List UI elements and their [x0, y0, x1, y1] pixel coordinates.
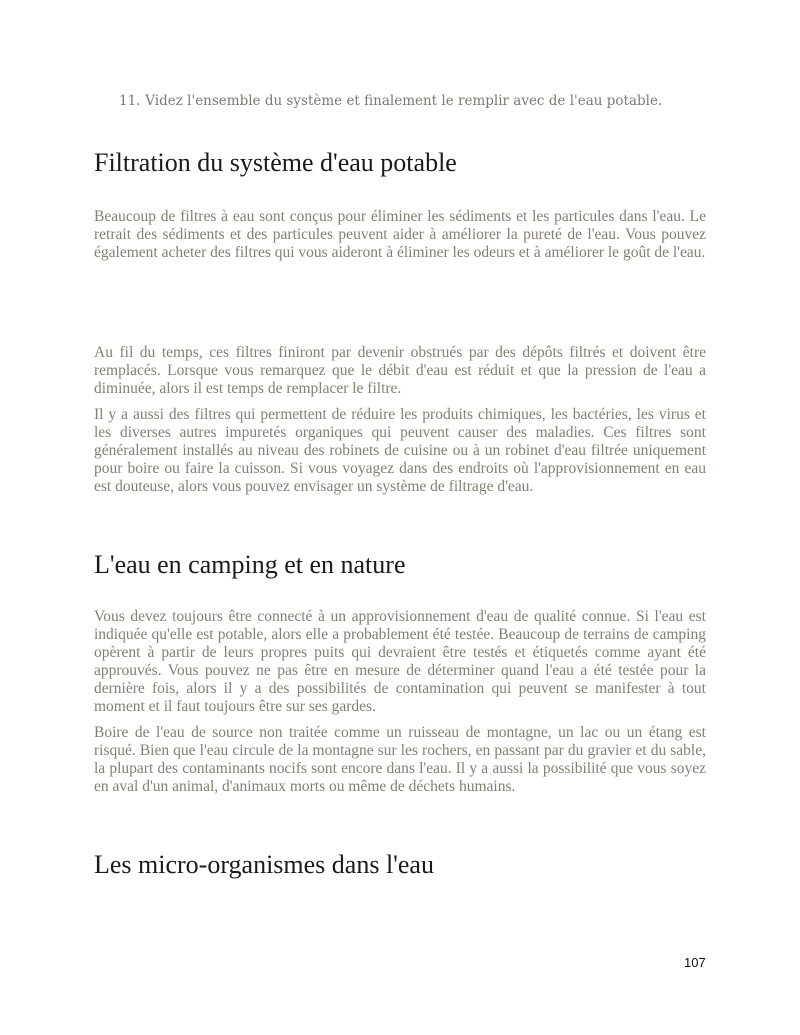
paragraph-camping-1: Vous devez toujours être connecté à un approvisionnement d'eau de qualité connue. Si l'eau est indiquée qu'elle est potable, alors elle a probablement été testée. Beaucoup de terrains de camping opèrent à partir de leurs propres puits qui devraient être testés et étiquetés comme ayant été approuvés. Vous pouvez ne pas être en mesure de déterminer quand l'eau a été testée pour la dernière fois, alors il y a des possibilités de contamination qui peuvent se manifester à tout moment et il faut toujours être sur ses gardes. [94, 608, 706, 715]
numbered-list-item [119, 93, 719, 109]
paragraph-camping-2: Boire de l'eau de source non traitée comme un ruisseau de montagne, un lac ou un étang est risqué. Bien que l'eau circule de la montagne sur les rochers, en passant par du gravier et du sable, la plupart des contaminants nocifs sont encore dans l'eau. Il y a aussi la possibilité que vous soyez en aval d'un animal, d'animaux morts ou même de déchets humains. [94, 724, 706, 795]
paragraph-filtration-1: Beaucoup de filtres à eau sont conçus pour éliminer les sédiments et les particules dans l'eau. Le retrait des sédiments et des particules peuvent aider à améliorer la pureté de l'eau. Vous pouvez également acheter des filtres qui vous aideront à éliminer les odeurs et à améliorer le goût de l'eau. [94, 208, 706, 261]
page-number: 107 [684, 955, 706, 970]
section-heading-filtration: Filtration du système d'eau potable [94, 148, 457, 177]
paragraph-filtration-2: Au fil du temps, ces filtres finiront par devenir obstrués par des dépôts filtrés et doivent être remplacés. Lorsque vous remarquez que le débit d'eau est réduit et que la pression de l'eau a diminuée, alors il est temps de remplacer le filtre. [94, 344, 706, 397]
paragraph-filtration-3: Il y a aussi des filtres qui permettent de réduire les produits chimiques, les bactéries, les virus et les diverses autres impuretés organiques qui peuvent causer des maladies. Ces filtres sont généralement installés au niveau des robinets de cuisine ou à un robinet d'eau filtrée uniquement pour boire ou faire la cuisson. Si vous voyagez dans des endroits où l'approvisionnement en eau est douteuse, alors vous pouvez envisager un système de filtrage d'eau. [94, 406, 706, 495]
section-heading-micro-organismes: Les micro-organismes dans l'eau [94, 850, 434, 879]
list-item-number: 11. [119, 93, 141, 109]
section-heading-camping: L'eau en camping et en nature [94, 550, 406, 579]
list-item-text: Videz l'ensemble du système et finalement le remplir avec de l'eau potable. [145, 93, 663, 109]
